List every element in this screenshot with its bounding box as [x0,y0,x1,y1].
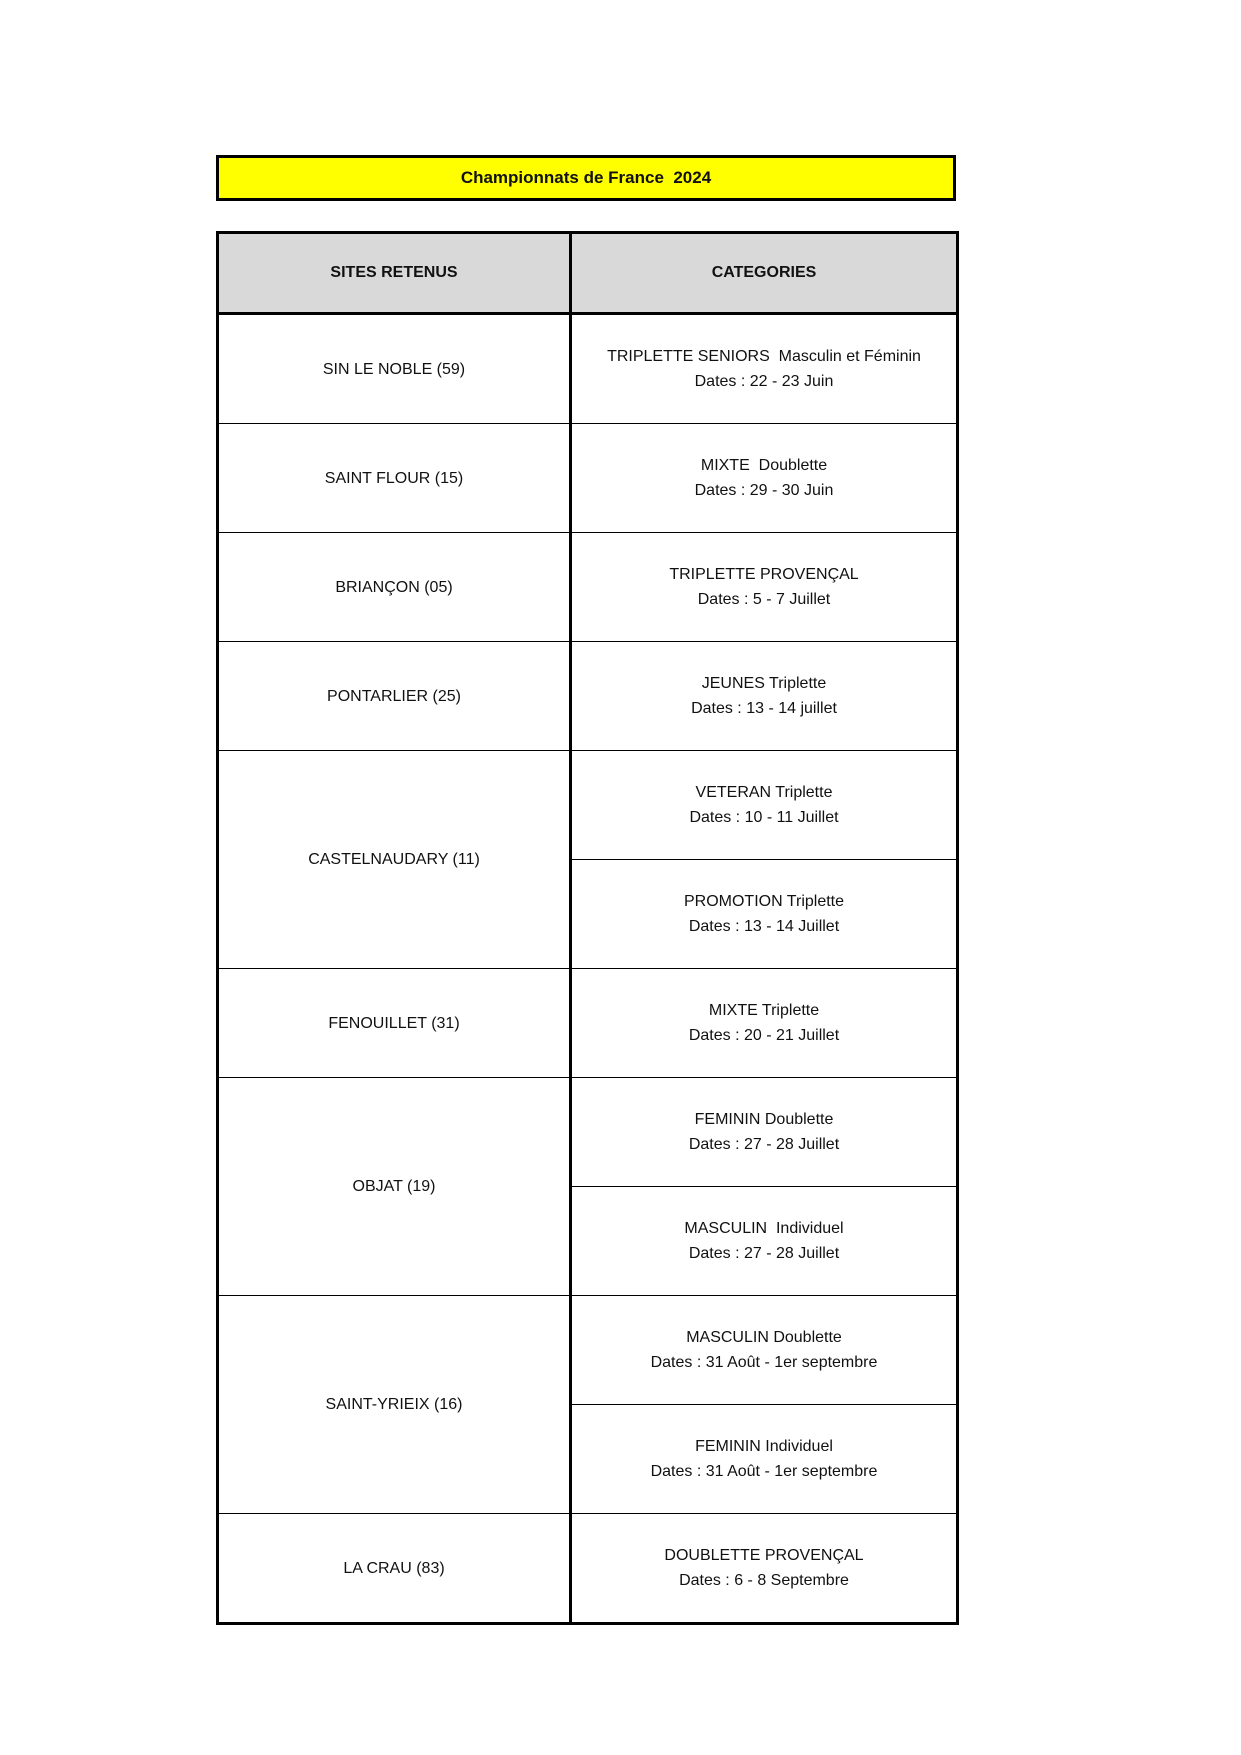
site-cell: LA CRAU (83) [218,1514,571,1624]
category-dates: Dates : 20 - 21 Juillet [688,1027,840,1044]
category-dates: Dates : 10 - 11 Juillet [689,809,839,826]
page-title: Championnats de France 2024 [216,155,956,201]
category-label: MASCULIN Individuel [684,1220,844,1237]
category-dates: Dates : 22 - 23 Juin [694,373,834,390]
category-label: MIXTE Triplette [708,1002,820,1019]
category-label: FEMININ Doublette [694,1111,834,1128]
category-label: MIXTE Doublette [700,457,828,474]
table-row [218,1296,958,1405]
site-cell: SIN LE NOBLE (59) [218,314,571,424]
site-cell: OBJAT (19) [218,1078,571,1296]
category-cell [571,751,958,860]
category-label: JEUNES Triplette [701,675,827,692]
category-cell [571,424,958,533]
table-row [218,1078,958,1187]
category-label: FEMININ Individuel [695,1438,833,1455]
category-dates: Dates : 13 - 14 juillet [691,700,837,717]
category-cell [571,1187,958,1296]
category-label: VETERAN Triplette [695,784,833,801]
category-dates: Dates : 31 Août - 1er septembre [650,1354,878,1371]
category-cell [571,314,958,424]
category-cell [571,1405,958,1514]
table-row [218,424,958,533]
site-cell: BRIANÇON (05) [218,533,571,642]
category-dates: Dates : 13 - 14 Juillet [688,918,840,935]
table-row [218,1514,958,1624]
site-cell: CASTELNAUDARY (11) [218,751,571,969]
site-cell: SAINT-YRIEIX (16) [218,1296,571,1514]
category-cell [571,969,958,1078]
table-row [218,969,958,1078]
championships-table [216,231,959,1625]
categories-header: CATEGORIES [571,233,958,314]
category-dates: Dates : 29 - 30 Juin [694,482,834,499]
table-header-row [218,233,958,314]
table-row [218,751,958,860]
site-cell: PONTARLIER (25) [218,642,571,751]
category-dates: Dates : 27 - 28 Juillet [688,1136,840,1153]
category-dates: Dates : 6 - 8 Septembre [679,1572,849,1589]
category-dates: Dates : 27 - 28 Juillet [688,1245,840,1262]
table-row [218,642,958,751]
category-label: TRIPLETTE PROVENÇAL [669,566,859,583]
category-label: DOUBLETTE PROVENÇAL [664,1547,864,1564]
sites-header: SITES RETENUS [218,233,571,314]
category-cell [571,642,958,751]
site-cell: FENOUILLET (31) [218,969,571,1078]
category-label: PROMOTION Triplette [683,893,845,910]
category-cell [571,1078,958,1187]
category-label: TRIPLETTE SENIORS Masculin et Féminin [607,348,921,365]
category-dates: Dates : 5 - 7 Juillet [697,591,831,608]
category-cell [571,1296,958,1405]
category-dates: Dates : 31 Août - 1er septembre [650,1463,878,1480]
category-cell [571,1514,958,1624]
category-cell [571,860,958,969]
category-cell [571,533,958,642]
table-row [218,533,958,642]
site-cell: SAINT FLOUR (15) [218,424,571,533]
category-label: MASCULIN Doublette [686,1329,842,1346]
table-row [218,314,958,424]
